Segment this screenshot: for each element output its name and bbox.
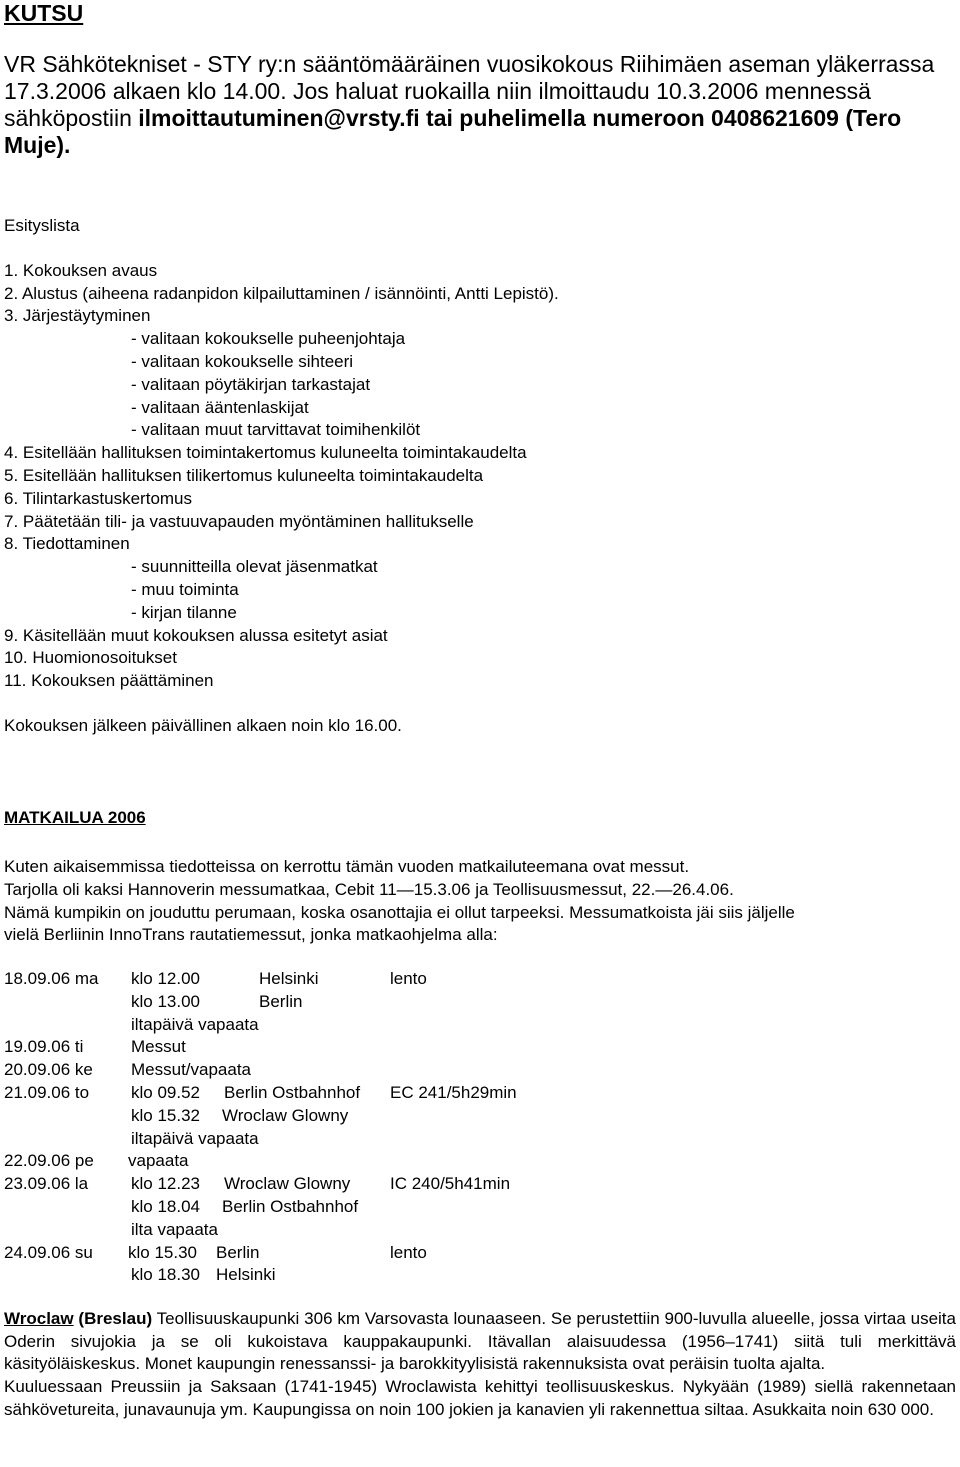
agenda-item: 8. Tiedottaminen bbox=[4, 534, 130, 554]
schedule-row bbox=[4, 991, 564, 1014]
wroclaw-text: Teollisuuskaupunki 306 km Varsovasta lounaaseen. Se perustettiin 900-luvulla alueelle, jossa virtaa useita Oderin sivujokia ja se oli kukoistava kauppakaupunki. Itävallan alaisuudessa (1956–1741) siitä tuli merkittävä käsityöläiskeskus. Monet kaupungin renessanssi- ja barokkityylisistä rakennuksista ovat peräisin tuolta ajalta. bbox=[4, 1309, 956, 1374]
agenda-subitem: - valitaan ääntenlaskijat bbox=[131, 397, 309, 417]
schedule-time: klo 13.00 bbox=[131, 991, 200, 1011]
agenda-subitem: - valitaan kokoukselle sihteeri bbox=[131, 351, 354, 371]
schedule-row bbox=[4, 1128, 564, 1151]
matkailu-line: Tarjolla oli kaksi Hannoverin messumatkaa, Cebit 11—15.3.06 ja Teollisuusmessut, 22.—26.4.06. bbox=[4, 879, 734, 899]
schedule-row bbox=[4, 1173, 564, 1196]
schedule-row bbox=[4, 1219, 564, 1242]
agenda-item: 6. Tilintarkastuskertomus bbox=[4, 488, 193, 508]
schedule-place: Wroclaw Glowny bbox=[224, 1174, 351, 1194]
schedule-mode: EC 241/5h29min bbox=[390, 1082, 517, 1102]
schedule-time: Messut/vapaata bbox=[131, 1060, 252, 1080]
schedule-row bbox=[4, 1014, 564, 1037]
schedule-row bbox=[4, 1059, 564, 1082]
agenda-item: 7. Päätetään tili- ja vastuuvapauden myöntäminen hallitukselle bbox=[4, 511, 474, 531]
schedule-time: klo 12.23 bbox=[131, 1174, 200, 1194]
schedule-time: klo 15.30 bbox=[128, 1242, 197, 1262]
intro-paragraph bbox=[4, 51, 954, 159]
agenda-subitem: - valitaan muut tarvittavat toimihenkilöt bbox=[131, 420, 421, 440]
agenda-section bbox=[4, 215, 559, 738]
schedule-place: Berlin bbox=[259, 991, 303, 1011]
schedule-mode: IC 240/5h41min bbox=[390, 1174, 511, 1194]
wroclaw-alt-name: (Breslau) bbox=[78, 1309, 153, 1328]
agenda-item: 3. Järjestäytyminen bbox=[4, 306, 151, 326]
dinner-note: Kokouksen jälkeen päivällinen alkaen noin klo 16.00. bbox=[4, 715, 402, 735]
agenda-item: 11. Kokouksen päättäminen bbox=[4, 671, 214, 691]
agenda-subitem: - muu toiminta bbox=[131, 579, 239, 599]
agenda-item: 10. Huomionosoitukset bbox=[4, 648, 177, 668]
schedule-row bbox=[4, 1082, 564, 1105]
intro-text: VR Sähkötekniset - STY ry:n sääntömääräinen vuosikokous Riihimäen aseman yläkerrassa 17.3.2006 alkaen klo 14.00. Jos haluat ruokailla niin ilmoittaudu 10.3.2006 mennessä sähköpostiin bbox=[4, 51, 935, 131]
schedule-time: klo 18.30 bbox=[131, 1265, 200, 1285]
schedule-time: klo 09.52 bbox=[131, 1082, 200, 1102]
matkailu-text bbox=[4, 856, 795, 947]
schedule-time: klo 12.00 bbox=[131, 969, 200, 988]
agenda-subitem: - valitaan pöytäkirjan tarkastajat bbox=[131, 374, 371, 394]
agenda-item: 2. Alustus (aiheena radanpidon kilpailuttaminen / isännöinti, Antti Lepistö). bbox=[4, 283, 559, 303]
schedule-time: ilta vapaata bbox=[131, 1219, 218, 1239]
matkailu-line: vielä Berliinin InnoTrans rautatiemessut, jonka matkaohjelma alla: bbox=[4, 925, 498, 945]
email-link[interactable]: ilmoittautuminen@vrsty.fi tai puhelimella numeroon 0408621609 (Tero Muje). bbox=[4, 105, 902, 158]
agenda-item: 9. Käsitellään muut kokouksen alussa esitetyt asiat bbox=[4, 625, 388, 645]
schedule-time: iltapäivä vapaata bbox=[131, 1014, 259, 1034]
schedule-row bbox=[4, 1264, 564, 1287]
matkailu-line: Nämä kumpikin on jouduttu perumaan, koska osanottajia ei ollut tarpeeksi. Messumatkoista jäi siis jäljelle bbox=[4, 902, 795, 922]
page-title: KUTSU bbox=[4, 0, 84, 26]
schedule-mode: lento bbox=[390, 1242, 427, 1262]
agenda-item: 1. Kokouksen avaus bbox=[4, 260, 158, 280]
matkailu-line: Kuten aikaisemmissa tiedotteissa on kerrottu tämän vuoden matkailuteemana ovat messut. bbox=[4, 857, 690, 876]
schedule-time: vapaata bbox=[128, 1151, 189, 1171]
schedule-row bbox=[4, 1242, 564, 1265]
schedule-place: Berlin bbox=[216, 1242, 260, 1262]
schedule-time: klo 15.32 bbox=[131, 1105, 200, 1125]
schedule-row bbox=[4, 1105, 564, 1128]
agenda-subitem: - suunnitteilla olevat jäsenmatkat bbox=[131, 557, 378, 577]
agenda-title: Esityslista bbox=[4, 216, 80, 235]
schedule-date: 18.09.06 ma bbox=[4, 969, 99, 988]
agenda-list bbox=[4, 260, 559, 693]
schedule-place: Helsinki bbox=[259, 969, 319, 988]
schedule-place: Helsinki bbox=[216, 1265, 276, 1285]
schedule-date: 23.09.06 la bbox=[4, 1174, 89, 1194]
schedule-place: Berlin Ostbahnhof bbox=[222, 1196, 359, 1216]
wroclaw-text-2: Kuuluessaan Preussiin ja Saksaan (1741-1945) Wroclawista kehittyi teollisuuskeskus. Nykyään (1989) siellä rakennetaan sähkövetureita, junavaunuja ym. Kaupungissa on noin 100 jokien ja kanavien yli rakennettua siltaa. Asukkaita noin 630 000. bbox=[4, 1377, 956, 1419]
schedule-place: Berlin Ostbahnhof bbox=[224, 1082, 361, 1102]
matkailu-title: MATKAILUA 2006 bbox=[4, 808, 146, 827]
agenda-subitem: - kirjan tilanne bbox=[131, 602, 237, 622]
schedule-date: 20.09.06 ke bbox=[4, 1060, 93, 1080]
schedule-date: 21.09.06 to bbox=[4, 1082, 90, 1102]
agenda-item: 5. Esitellään hallituksen tilikertomus kuluneelta toimintakaudelta bbox=[4, 465, 484, 485]
schedule-row bbox=[4, 1150, 564, 1173]
schedule-time: Messut bbox=[131, 1037, 186, 1057]
schedule-time: klo 18.04 bbox=[131, 1196, 200, 1216]
schedule-row bbox=[4, 968, 564, 991]
schedule-place: Wroclaw Glowny bbox=[222, 1105, 349, 1125]
wroclaw-paragraph bbox=[4, 1308, 956, 1422]
schedule-time: iltapäivä vapaata bbox=[131, 1128, 259, 1148]
schedule-row bbox=[4, 1196, 564, 1219]
agenda-item: 4. Esitellään hallituksen toimintakertomus kuluneelta toimintakaudelta bbox=[4, 443, 527, 463]
schedule-date: 19.09.06 ti bbox=[4, 1037, 84, 1057]
schedule-date: 24.09.06 su bbox=[4, 1242, 93, 1262]
agenda-subitem: - valitaan kokoukselle puheenjohtaja bbox=[131, 329, 406, 349]
wroclaw-name: Wroclaw bbox=[4, 1309, 74, 1328]
travel-schedule bbox=[4, 968, 564, 1287]
schedule-date: 22.09.06 pe bbox=[4, 1151, 94, 1171]
schedule-mode: lento bbox=[390, 969, 427, 988]
schedule-row bbox=[4, 1036, 564, 1059]
